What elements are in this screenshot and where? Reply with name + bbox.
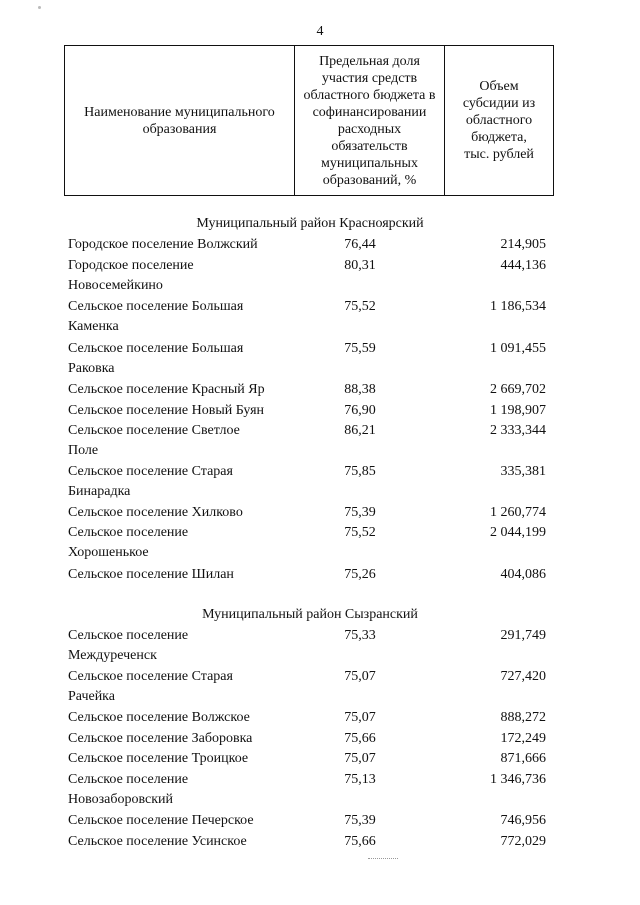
row-name: Сельское поселение Хорошенькое — [68, 525, 189, 560]
row-name: Сельское поселение Волжское — [68, 710, 250, 725]
row-subsidy: 1 186,534 — [490, 299, 546, 314]
row-name: Сельское поселение Светлое Поле — [68, 423, 240, 458]
row-subsidy: 404,086 — [500, 567, 546, 582]
table-row — [68, 832, 568, 852]
table-row — [68, 770, 568, 807]
row-subsidy: 1 346,736 — [490, 772, 546, 787]
row-share: 75,52 — [344, 299, 376, 314]
row-share: 75,66 — [344, 731, 376, 746]
row-share: 75,85 — [344, 464, 376, 479]
row-share: 75,52 — [344, 525, 376, 540]
row-share: 88,38 — [344, 382, 376, 397]
row-name: Сельское поселение Новозаборовский — [68, 772, 189, 807]
row-subsidy: 335,381 — [500, 464, 546, 479]
row-subsidy: 1 091,455 — [490, 341, 546, 356]
table-header — [64, 45, 554, 196]
table-row — [68, 708, 568, 728]
table-row — [68, 462, 568, 499]
section-title-krasnoyarsky: Муниципальный район Красноярский — [196, 216, 424, 231]
row-name: Сельское поселение Большая Раковка — [68, 341, 244, 376]
table-row — [68, 256, 568, 293]
row-share: 75,07 — [344, 751, 376, 766]
table-row — [68, 626, 568, 663]
row-subsidy: 871,666 — [500, 751, 546, 766]
row-subsidy: 444,136 — [500, 258, 546, 273]
row-subsidy: 2 333,344 — [490, 423, 546, 438]
header-subsidy-amount: Объем субсидии из областного бюджета, тыс. рублей — [462, 79, 536, 162]
scan-speck — [38, 6, 41, 9]
row-name: Сельское поселение Красный Яр — [68, 382, 265, 397]
table-row — [68, 565, 568, 585]
table-row — [68, 380, 568, 400]
row-share: 75,13 — [344, 772, 376, 787]
header-municipality-name: Наименование муниципального образования — [65, 46, 295, 195]
table-row — [68, 729, 568, 749]
row-subsidy: 214,905 — [500, 237, 546, 252]
row-share: 75,33 — [344, 628, 376, 643]
row-name: Сельское поселение Хилково — [68, 505, 243, 520]
row-share: 76,44 — [344, 237, 376, 252]
page-number: 4 — [316, 24, 324, 39]
row-subsidy: 291,749 — [500, 628, 546, 643]
row-share: 75,07 — [344, 669, 376, 684]
table-row — [68, 297, 568, 334]
row-share: 75,59 — [344, 341, 376, 356]
table-row — [68, 235, 568, 255]
table-row — [68, 503, 568, 523]
row-share: 75,39 — [344, 505, 376, 520]
header-budget-share: Предельная доля участия средств областного бюджета в софинансировании расходных обязательств муниципальных образований, % — [295, 46, 445, 195]
row-subsidy: 888,272 — [500, 710, 546, 725]
section-title-syzransky: Муниципальный район Сызранский — [202, 607, 418, 622]
row-name: Сельское поселение Большая Каменка — [68, 299, 244, 334]
row-subsidy: 1 198,907 — [490, 403, 546, 418]
table-row — [68, 401, 568, 421]
row-subsidy: 172,249 — [500, 731, 546, 746]
table-row — [68, 667, 568, 704]
table-row — [68, 523, 568, 560]
table-row — [68, 339, 568, 376]
row-subsidy: 727,420 — [500, 669, 546, 684]
table-row — [68, 749, 568, 769]
row-name: Сельское поселение Шилан — [68, 567, 234, 582]
scan-artifact — [368, 858, 398, 860]
row-subsidy: 746,956 — [500, 813, 546, 828]
row-name: Сельское поселение Междуреченск — [68, 628, 189, 663]
row-name: Сельское поселение Старая Рачейка — [68, 669, 233, 704]
row-subsidy: 2 669,702 — [490, 382, 546, 397]
row-name: Сельское поселение Заборовка — [68, 731, 253, 746]
row-name: Городское поселение Волжский — [68, 237, 258, 252]
table-row — [68, 421, 568, 458]
row-name: Сельское поселение Новый Буян — [68, 403, 265, 418]
row-share: 80,31 — [344, 258, 376, 273]
row-share: 75,07 — [344, 710, 376, 725]
row-name: Сельское поселение Печерское — [68, 813, 254, 828]
row-name: Сельское поселение Старая Бинарадка — [68, 464, 233, 499]
row-share: 75,66 — [344, 834, 376, 849]
row-subsidy: 772,029 — [500, 834, 546, 849]
row-share: 75,26 — [344, 567, 376, 582]
row-subsidy: 1 260,774 — [490, 505, 546, 520]
table-row — [68, 811, 568, 831]
row-share: 86,21 — [344, 423, 376, 438]
row-name: Городское поселение Новосемейкино — [68, 258, 194, 293]
row-share: 76,90 — [344, 403, 376, 418]
row-name: Сельское поселение Троицкое — [68, 751, 249, 766]
row-name: Сельское поселение Усинское — [68, 834, 247, 849]
row-subsidy: 2 044,199 — [490, 525, 546, 540]
row-share: 75,39 — [344, 813, 376, 828]
